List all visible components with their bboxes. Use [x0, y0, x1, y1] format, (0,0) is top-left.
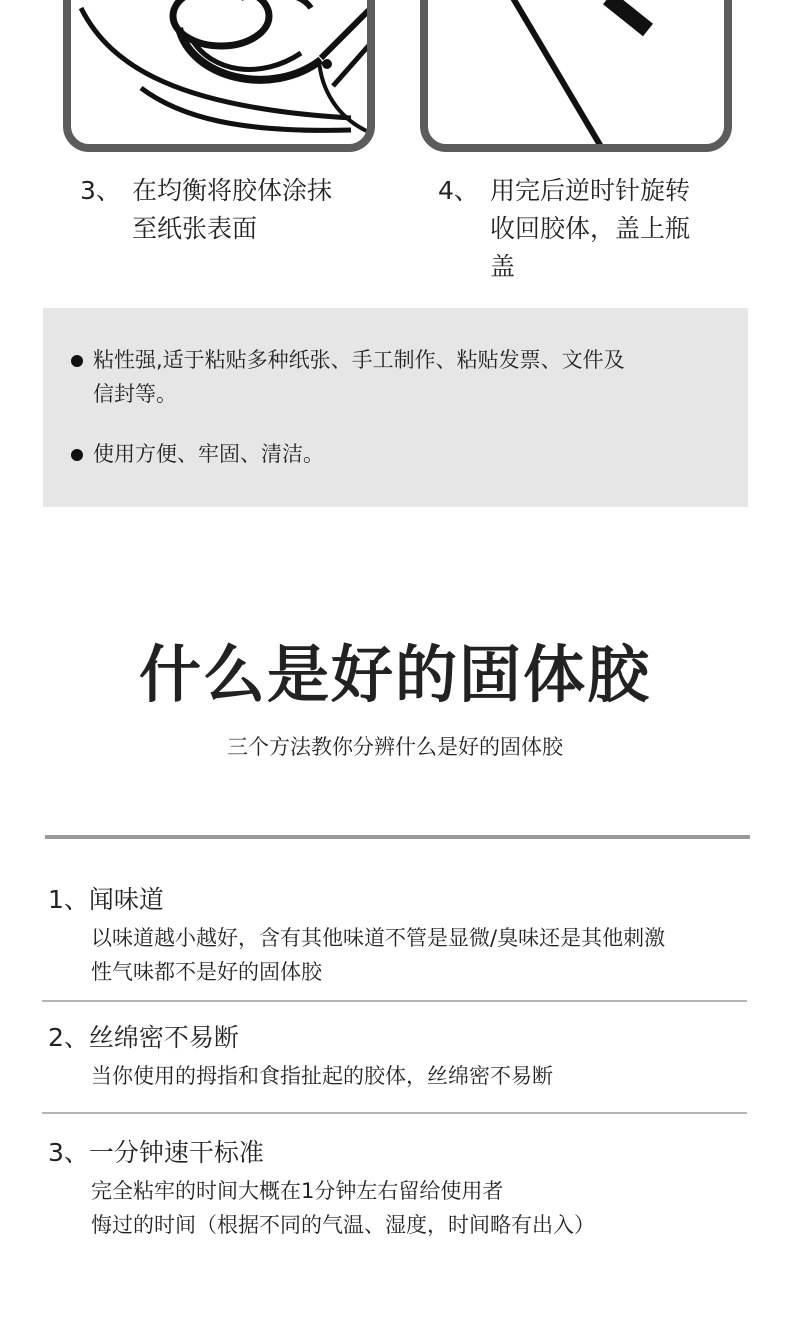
feature-line: 信封等。	[93, 382, 177, 406]
step-line: 至纸张表面	[132, 214, 258, 243]
feature-line: 使用方便、牢固、清洁。	[93, 442, 324, 466]
step-number: 4、	[438, 176, 479, 205]
method-title: 1、闻味道	[48, 885, 164, 914]
section-subtitle: 三个方法教你分辨什么是好的固体胶	[227, 735, 563, 759]
step-number: 3、	[80, 176, 121, 205]
section-title: 什么是好的固体胶	[138, 638, 651, 711]
divider	[42, 1000, 747, 1002]
method-line: 当你使用的拇指和食指扯起的胶体，丝绵密不易断	[91, 1064, 553, 1088]
method-line: 悔过的时间（根据不同的气温、湿度，时间略有出入）	[91, 1213, 595, 1237]
step-line: 用完后逆时针旋转	[490, 176, 691, 205]
method-title: 3、一分钟速干标准	[48, 1138, 264, 1167]
bullet-icon	[71, 355, 83, 367]
divider	[42, 1112, 747, 1114]
top-rule	[45, 835, 750, 839]
method-line: 性气味都不是好的固体胶	[91, 960, 322, 984]
feature-box	[43, 308, 748, 507]
glue-stick-applying-icon	[71, 0, 367, 144]
method-line: 以味道越小越好，含有其他味道不管是显微/臭味还是其他刺激	[91, 926, 666, 950]
step-3-illustration	[63, 0, 375, 152]
step-3-caption	[80, 172, 380, 252]
step-4-caption	[438, 172, 738, 292]
feature-line: 粘性强,适于粘贴多种纸张、手工制作、粘贴发票、文件及	[93, 348, 625, 372]
glue-stick-closing-icon	[428, 0, 724, 144]
method-title: 2、丝绵密不易断	[48, 1023, 239, 1052]
step-4-illustration	[420, 0, 732, 152]
step-line: 收回胶体，盖上瓶	[490, 214, 691, 243]
step-line: 在均衡将胶体涂抹	[132, 176, 333, 205]
bullet-icon	[71, 449, 83, 461]
step-line: 盖	[490, 252, 516, 281]
method-line: 完全粘牢的时间大概在1分钟左右留给使用者	[91, 1179, 504, 1203]
